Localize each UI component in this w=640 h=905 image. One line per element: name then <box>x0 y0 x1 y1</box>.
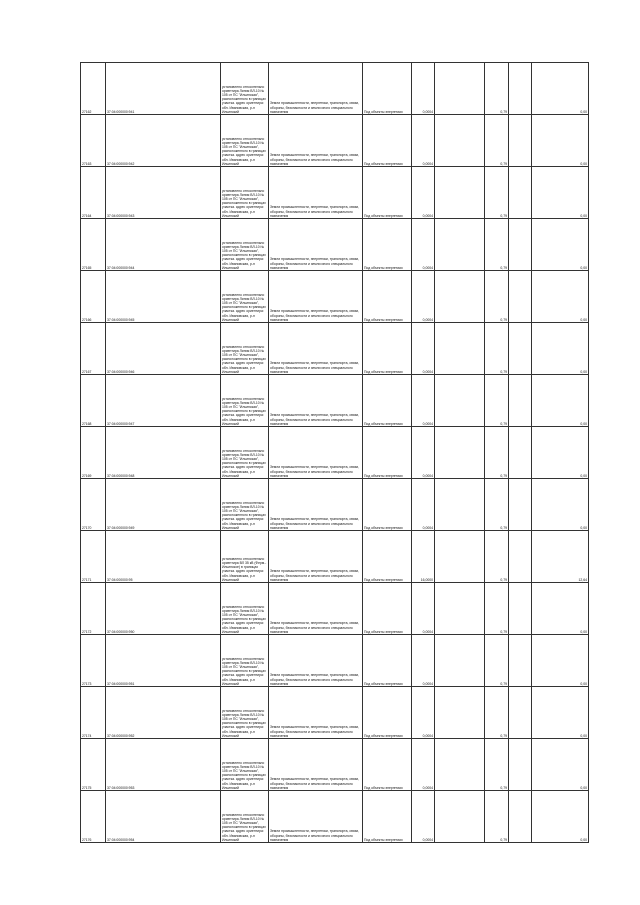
value-cell: 0,00 <box>532 219 589 271</box>
location-cell <box>221 635 269 687</box>
document-page <box>80 62 587 842</box>
land-category-cell: Земли промышленности, энергетики, транспорта, связи, обороны, безопасности и земли иного специального назначения <box>269 427 363 479</box>
location-cell <box>221 375 269 427</box>
table-row <box>81 791 589 843</box>
area-cell: 0,0004 <box>412 219 435 271</box>
empty-cell <box>435 739 485 791</box>
location-text: установлено относительно ориентира Линия ВЛ-10 № 105 от ПС "Ильинская", расположенного в границах участка. адрес ориентира: обл. Ивановская, р-н Ильинский <box>222 344 266 374</box>
permitted-use-cell: Под объекты энергетики <box>363 583 412 635</box>
land-category-cell: Земли промышленности, энергетики, транспорта, связи, обороны, безопасности и земли иного специального назначения <box>269 479 363 531</box>
land-category-cell: Земли промышленности, энергетики, транспорта, связи, обороны, безопасности и земли иного специального назначения <box>269 739 363 791</box>
permitted-use-cell: Под объекты энергетики <box>363 219 412 271</box>
cadastral-number-cell: 37:04:000000:949 <box>106 479 221 531</box>
area-cell: 0,0004 <box>412 479 435 531</box>
value-cell: 0,00 <box>532 167 589 219</box>
cadastral-number-cell: 37:04:000000:952 <box>106 687 221 739</box>
value-cell: 0,00 <box>532 635 589 687</box>
cadastral-number-cell: 37:04:000000:954 <box>106 791 221 843</box>
table-row <box>81 687 589 739</box>
value-cell: 0,00 <box>532 427 589 479</box>
cadastral-number-cell: 37:04:000000:943 <box>106 167 221 219</box>
value-cell: 0,00 <box>532 115 589 167</box>
price-cell: 0,79 <box>485 583 509 635</box>
area-cell: 0,0004 <box>412 375 435 427</box>
location-cell <box>221 63 269 115</box>
area-cell: 0,0004 <box>412 63 435 115</box>
location-text: установлено относительно ориентира Линия ВЛ-10 № 105 от ПС "Ильинская", расположенного в границах участка. адрес ориентира: обл. Ивановская, р-н Ильинский <box>222 760 266 790</box>
empty-cell <box>435 219 485 271</box>
empty-cell <box>435 271 485 323</box>
row-number-cell: 27168 <box>81 375 106 427</box>
permitted-use-cell: Под объекты энергетики <box>363 375 412 427</box>
land-category-cell: Земли промышленности, энергетики, транспорта, связи, обороны, безопасности и земли иного специального назначения <box>269 531 363 583</box>
location-text: установлено относительно ориентира Линия ВЛ-10 № 105 от ПС "Ильинская", расположенного в границах участка. адрес ориентира: обл. Ивановская, р-н Ильинский <box>222 188 266 218</box>
empty-cell <box>435 427 485 479</box>
location-cell <box>221 167 269 219</box>
cadastral-number-cell: 37:04:000000:950 <box>106 583 221 635</box>
value-cell: 0,00 <box>532 479 589 531</box>
value-cell: 0,00 <box>532 791 589 843</box>
empty-cell <box>435 635 485 687</box>
value-cell: 0,00 <box>532 739 589 791</box>
land-category-cell: Земли промышленности, энергетики, транспорта, связи, обороны, безопасности и земли иного специального назначения <box>269 791 363 843</box>
area-cell: 0,0004 <box>412 271 435 323</box>
table-row <box>81 115 589 167</box>
row-number-cell: 27164 <box>81 167 106 219</box>
row-number-cell: 27176 <box>81 791 106 843</box>
location-cell <box>221 115 269 167</box>
price-cell: 0,79 <box>485 63 509 115</box>
cadastral-number-cell: 37:04:000000:948 <box>106 427 221 479</box>
row-number-cell: 27171 <box>81 531 106 583</box>
empty-cell <box>509 739 532 791</box>
cadastral-number-cell: 37:04:000000:95 <box>106 531 221 583</box>
row-number-cell: 27174 <box>81 687 106 739</box>
empty-cell <box>435 115 485 167</box>
cadastral-number-cell: 37:04:000000:951 <box>106 635 221 687</box>
location-cell <box>221 219 269 271</box>
location-text: установлено относительно ориентира Линия ВЛ-10 № 105 от ПС "Ильинская", расположенного в границах участка. адрес ориентира: обл. Ивановская, р-н Ильинский <box>222 448 266 478</box>
empty-cell <box>435 479 485 531</box>
table-row <box>81 739 589 791</box>
empty-cell <box>435 375 485 427</box>
table-row <box>81 271 589 323</box>
empty-cell <box>509 115 532 167</box>
location-text: установлено относительно ориентира Линия ВЛ-10 № 105 от ПС "Ильинская", расположенного в границах участка. адрес ориентира: обл. Ивановская, р-н Ильинский <box>222 604 266 634</box>
row-number-cell: 27173 <box>81 635 106 687</box>
empty-cell <box>435 63 485 115</box>
empty-cell <box>509 271 532 323</box>
price-cell: 0,79 <box>485 167 509 219</box>
land-category-cell: Земли промышленности, энергетики, транспорта, связи, обороны, безопасности и земли иного специального назначения <box>269 375 363 427</box>
row-number-cell: 27165 <box>81 219 106 271</box>
value-cell: 0,00 <box>532 583 589 635</box>
land-category-cell: Земли промышленности, энергетики, транспорта, связи, обороны, безопасности и земли иного специального назначения <box>269 219 363 271</box>
row-number-cell: 27167 <box>81 323 106 375</box>
location-text: установлено относительно ориентира Линия ВЛ-10 № 105 от ПС "Ильинская", расположенного в границах участка. адрес ориентира: обл. Ивановская, р-н Ильинский <box>222 396 266 426</box>
empty-cell <box>509 167 532 219</box>
area-cell: 0,0004 <box>412 115 435 167</box>
permitted-use-cell: Под объекты энергетики <box>363 687 412 739</box>
location-cell <box>221 271 269 323</box>
price-cell: 0,79 <box>485 271 509 323</box>
land-category-cell: Земли промышленности, энергетики, транспорта, связи, обороны, безопасности и земли иного специального назначения <box>269 271 363 323</box>
price-cell: 0,79 <box>485 739 509 791</box>
location-cell <box>221 687 269 739</box>
empty-cell <box>435 531 485 583</box>
table-row <box>81 479 589 531</box>
location-text: установлено относительно ориентира ВЛ 35 кВ (Ферм.-Ильинское) в границах участка. адрес ориентира: обл. Ивановская, р-н Ильинский <box>222 556 267 582</box>
price-cell: 0,79 <box>485 635 509 687</box>
area-cell: 0,0004 <box>412 635 435 687</box>
location-text: установлено относительно ориентира Линия ВЛ-10 № 105 от ПС "Ильинская", расположенного в границах участка. адрес ориентира: обл. Ивановская, р-н Ильинский <box>222 136 266 166</box>
price-cell: 0,79 <box>485 219 509 271</box>
table-row <box>81 635 589 687</box>
area-cell: 16,0000 <box>412 531 435 583</box>
area-cell: 0,0004 <box>412 583 435 635</box>
empty-cell <box>509 791 532 843</box>
land-category-cell: Земли промышленности, энергетики, транспорта, связи, обороны, безопасности и земли иного специального назначения <box>269 583 363 635</box>
empty-cell <box>509 635 532 687</box>
permitted-use-cell: Под объекты энергетики <box>363 271 412 323</box>
location-cell <box>221 583 269 635</box>
empty-cell <box>509 687 532 739</box>
area-cell: 0,0004 <box>412 427 435 479</box>
permitted-use-cell: Под объекты энергетики <box>363 739 412 791</box>
empty-cell <box>509 479 532 531</box>
table-row <box>81 63 589 115</box>
empty-cell <box>509 427 532 479</box>
price-cell: 0,79 <box>485 427 509 479</box>
cadastral-number-cell: 37:04:000000:946 <box>106 323 221 375</box>
price-cell: 0,79 <box>485 531 509 583</box>
land-category-cell: Земли промышленности, энергетики, транспорта, связи, обороны, безопасности и земли иного специального назначения <box>269 167 363 219</box>
table-body <box>81 63 589 843</box>
row-number-cell: 27172 <box>81 583 106 635</box>
land-category-cell: Земли промышленности, энергетики, транспорта, связи, обороны, безопасности и земли иного специального назначения <box>269 63 363 115</box>
location-cell <box>221 323 269 375</box>
value-cell: 0,00 <box>532 63 589 115</box>
area-cell: 0,0004 <box>412 687 435 739</box>
table-row <box>81 583 589 635</box>
area-cell: 0,0004 <box>412 323 435 375</box>
permitted-use-cell: Под объекты энергетики <box>363 427 412 479</box>
row-number-cell: 27170 <box>81 479 106 531</box>
location-cell <box>221 479 269 531</box>
area-cell: 0,0004 <box>412 739 435 791</box>
price-cell: 0,79 <box>485 479 509 531</box>
cadastral-number-cell: 37:04:000000:953 <box>106 739 221 791</box>
value-cell: 0,00 <box>532 271 589 323</box>
price-cell: 0,79 <box>485 791 509 843</box>
land-category-cell: Земли промышленности, энергетики, транспорта, связи, обороны, безопасности и земли иного специального назначения <box>269 635 363 687</box>
value-cell: 0,00 <box>532 323 589 375</box>
empty-cell <box>509 219 532 271</box>
location-cell <box>221 531 269 583</box>
cadastral-number-cell: 37:04:000000:947 <box>106 375 221 427</box>
location-text: установлено относительно ориентира Линия ВЛ-10 № 105 от ПС "Ильинская", расположенного в границах участка. адрес ориентира: обл. Ивановская, р-н Ильинский <box>222 708 266 738</box>
area-cell: 0,0004 <box>412 167 435 219</box>
land-category-cell: Земли промышленности, энергетики, транспорта, связи, обороны, безопасности и земли иного специального назначения <box>269 323 363 375</box>
row-number-cell: 27162 <box>81 63 106 115</box>
price-cell: 0,79 <box>485 375 509 427</box>
row-number-cell: 27175 <box>81 739 106 791</box>
location-text: установлено относительно ориентира Линия ВЛ-10 № 105 от ПС "Ильинская", расположенного в границах участка. адрес ориентира: обл. Ивановская, р-н Ильинский <box>222 240 266 270</box>
empty-cell <box>509 531 532 583</box>
cadastral-number-cell: 37:04:000000:942 <box>106 115 221 167</box>
empty-cell <box>509 375 532 427</box>
empty-cell <box>509 583 532 635</box>
location-cell <box>221 739 269 791</box>
empty-cell <box>435 687 485 739</box>
permitted-use-cell: Под объекты энергетики <box>363 791 412 843</box>
location-cell <box>221 427 269 479</box>
table-row <box>81 219 589 271</box>
location-text: установлено относительно ориентира Линия ВЛ-10 № 105 от ПС "Ильинская", расположенного в границах участка. адрес ориентира: обл. Ивановская, р-н Ильинский <box>222 292 266 322</box>
land-category-cell: Земли промышленности, энергетики, транспорта, связи, обороны, безопасности и земли иного специального назначения <box>269 687 363 739</box>
cadastral-number-cell: 37:04:000000:945 <box>106 271 221 323</box>
permitted-use-cell: Под объекты энергетики <box>363 479 412 531</box>
empty-cell <box>509 63 532 115</box>
empty-cell <box>435 323 485 375</box>
row-number-cell: 27169 <box>81 427 106 479</box>
table-row <box>81 375 589 427</box>
row-number-cell: 27166 <box>81 271 106 323</box>
land-category-cell: Земли промышленности, энергетики, транспорта, связи, обороны, безопасности и земли иного специального назначения <box>269 115 363 167</box>
table-row <box>81 531 589 583</box>
permitted-use-cell: Под объекты энергетики <box>363 167 412 219</box>
price-cell: 0,79 <box>485 115 509 167</box>
permitted-use-cell: Под объекты энергетики <box>363 115 412 167</box>
cadastral-number-cell: 37:04:000000:941 <box>106 63 221 115</box>
permitted-use-cell: Под объекты энергетики <box>363 323 412 375</box>
land-register-table <box>80 62 589 843</box>
table-row <box>81 167 589 219</box>
location-text: установлено относительно ориентира Линия ВЛ-10 № 105 от ПС "Ильинская", расположенного в границах участка. адрес ориентира: обл. Ивановская, р-н Ильинский <box>222 500 266 530</box>
empty-cell <box>435 791 485 843</box>
value-cell: 12,64 <box>532 531 589 583</box>
permitted-use-cell: Под объекты энергетики <box>363 635 412 687</box>
area-cell: 0,0004 <box>412 791 435 843</box>
empty-cell <box>509 323 532 375</box>
location-text: установлено относительно ориентира Линия ВЛ-10 № 105 от ПС "Ильинская", расположенного в границах участка. адрес ориентира: обл. Ивановская, р-н Ильинский <box>222 812 266 842</box>
empty-cell <box>435 167 485 219</box>
location-cell <box>221 791 269 843</box>
table-row <box>81 427 589 479</box>
empty-cell <box>435 583 485 635</box>
permitted-use-cell: Под объекты энергетики <box>363 63 412 115</box>
permitted-use-cell: Под объекты энергетики <box>363 531 412 583</box>
row-number-cell: 27163 <box>81 115 106 167</box>
value-cell: 0,00 <box>532 375 589 427</box>
value-cell: 0,00 <box>532 687 589 739</box>
location-text: установлено относительно ориентира Линия ВЛ-10 № 105 от ПС "Ильинская", расположенного в границах участка. адрес ориентира: обл. Ивановская, р-н Ильинский <box>222 84 266 114</box>
price-cell: 0,79 <box>485 687 509 739</box>
cadastral-number-cell: 37:04:000000:944 <box>106 219 221 271</box>
price-cell: 0,79 <box>485 323 509 375</box>
table-row <box>81 323 589 375</box>
location-text: установлено относительно ориентира Линия ВЛ-10 № 105 от ПС "Ильинская", расположенного в границах участка. адрес ориентира: обл. Ивановская, р-н Ильинский <box>222 656 266 686</box>
